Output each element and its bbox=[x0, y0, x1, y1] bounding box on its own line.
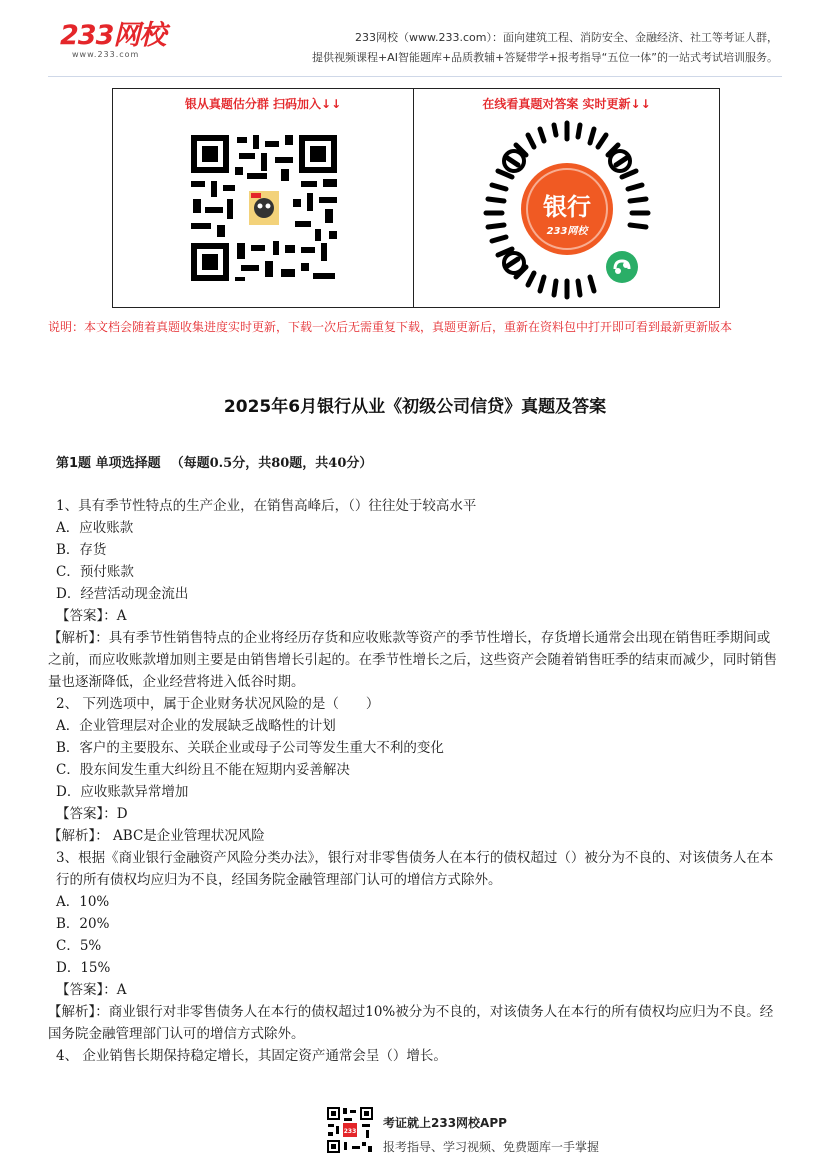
qr-cell-group bbox=[113, 89, 414, 307]
logo-url: www.233.com bbox=[72, 50, 140, 59]
section-header bbox=[56, 452, 372, 471]
header-description bbox=[312, 28, 778, 68]
question-option: A．应收账款 bbox=[56, 520, 134, 536]
question-analysis: 【解析】：具有季节性销售特点的企业将经历存货和应收账款等资产的季节性增长，存货增长通常会出现在销售旺季期间或之前，而应收账款增加则主要是由销售增长引起的。在季节性增长之后，这些资产会随着销售旺季的结束而减少，同时销售量也逐渐降低，企业经营将进入低谷时期。 bbox=[48, 630, 777, 690]
question-option: C．5% bbox=[56, 938, 102, 954]
question-stem: 1、具有季节性特点的生产企业，在销售高峰后，（）往往处于较高水平 bbox=[56, 498, 477, 514]
question-option: B．存货 bbox=[56, 542, 107, 558]
footer-title: 考证就上233网校APP bbox=[383, 1116, 507, 1130]
app-qr-code-icon[interactable] bbox=[326, 1106, 374, 1154]
question-list bbox=[48, 495, 778, 1067]
question-option: A．10% bbox=[56, 894, 110, 910]
header-line-2: 提供视频课程+AI智能题库+品质教辅+答疑带学+报考指导“五位一体”的一站式考试培训服务。 bbox=[311, 51, 778, 64]
qr-code-icon[interactable] bbox=[189, 133, 339, 283]
question-option: D．经营活动现金流出 bbox=[56, 586, 189, 602]
page-header bbox=[0, 0, 830, 82]
section-meta: （每题0.5分，共80题，共40分） bbox=[170, 456, 373, 471]
svg-text:233: 233 bbox=[343, 1128, 357, 1135]
question-option: B．客户的主要股东、关联企业或母子公司等发生重大不利的变化 bbox=[56, 740, 444, 756]
question-option: A．企业管理层对企业的发展缺乏战略性的计划 bbox=[56, 718, 336, 734]
question-option: C．预付账款 bbox=[56, 564, 134, 580]
logo-text: 233网校 bbox=[60, 20, 166, 51]
question-stem: 3、根据《商业银行金融资产风险分类办法》，银行对非零售债务人在本行的债权超过（）被分为不良的、对该债务人在本行的所有债权均应归为不良，经国务院金融管理部门认可的增信方式除外。 bbox=[56, 850, 774, 888]
question-option: C．股东间发生重大纠纷且不能在短期内妥善解决 bbox=[56, 762, 350, 778]
badge-text: 银行 bbox=[543, 193, 591, 221]
page-title: 2025年6月银行从业《初级公司信贷》真题及答案 bbox=[223, 397, 607, 417]
question-option: D．15% bbox=[56, 960, 111, 976]
question-option: D．应收账款异常增加 bbox=[56, 784, 189, 800]
question-stem: 4、 企业销售长期保持稳定增长，其固定资产通常会呈（）增长。 bbox=[56, 1048, 447, 1064]
question-analysis: 【解析】：商业银行对非零售债务人在本行的债权超过10%被分为不良的，对该债务人在本行的所有债权均应归为不良。经国务院金融管理部门认可的增信方式除外。 bbox=[48, 1004, 774, 1042]
question-answer: 【答案】：D bbox=[56, 806, 128, 822]
mini-program-code-icon[interactable] bbox=[474, 117, 660, 303]
qr-left-title: 银从真题估分群 扫码加入↓↓ bbox=[184, 97, 342, 111]
question-option: B．20% bbox=[56, 916, 110, 932]
footer-subtitle: 报考指导、学习视频、免费题库一手掌握 bbox=[383, 1140, 600, 1154]
page-footer bbox=[0, 1104, 830, 1164]
question-answer: 【答案】：A bbox=[56, 608, 127, 624]
header-divider bbox=[48, 76, 782, 77]
section-title: 第1题 单项选择题 bbox=[56, 456, 161, 471]
qr-code-table bbox=[112, 88, 720, 308]
update-note: 说明：本文档会随着真题收集进度实时更新，下载一次后无需重复下载，真题更新后，重新在资料包中打开即可看到最新更新版本 bbox=[48, 320, 733, 334]
question-stem: 2、 下列选项中，属于企业财务状况风险的是（ ） bbox=[56, 696, 380, 712]
qr-right-title: 在线看真题对答案 实时更新↓↓ bbox=[482, 97, 651, 111]
logo bbox=[60, 22, 165, 59]
question-answer: 【答案】：A bbox=[56, 982, 127, 998]
question-analysis: 【解析】： ABC是企业管理状况风险 bbox=[48, 828, 265, 844]
qr-cell-answers bbox=[414, 89, 719, 307]
header-line-1: 233网校（www.233.com）：面向建筑工程、消防安全、金融经济、社工等考证人群， bbox=[355, 31, 778, 44]
badge-sub: 233网校 bbox=[546, 226, 588, 237]
